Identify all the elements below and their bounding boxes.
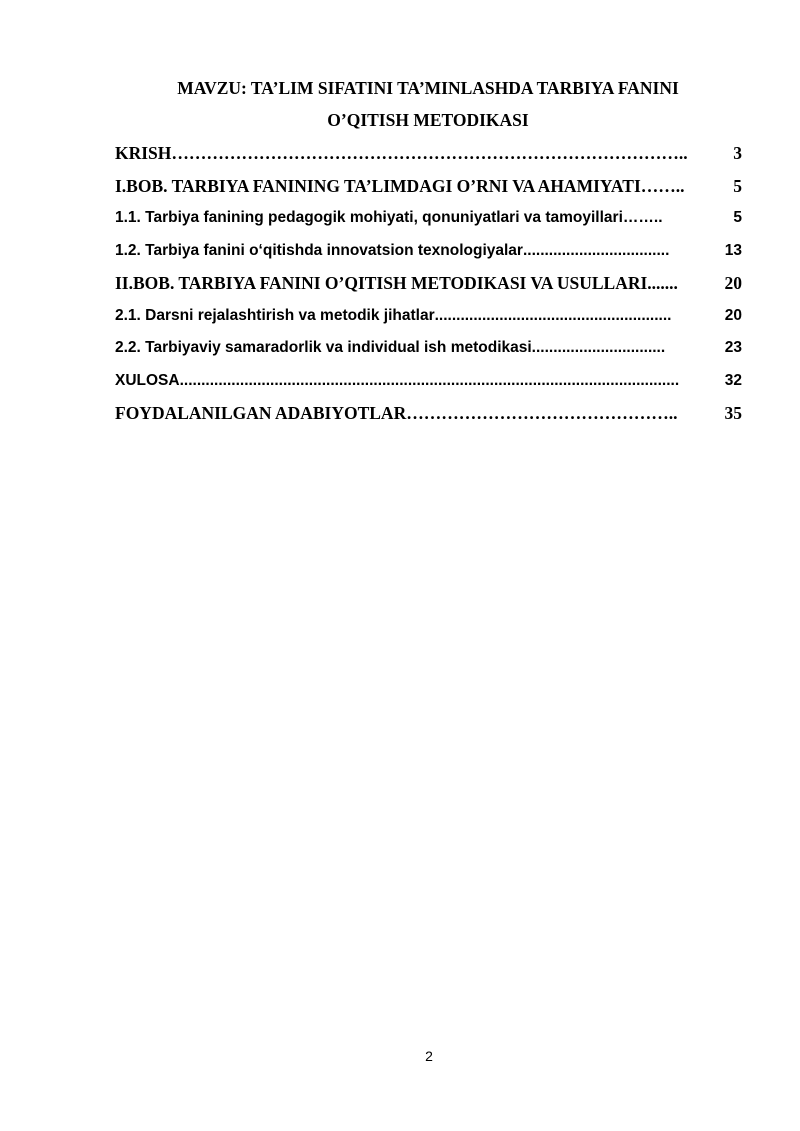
toc-dot-leader: ....................................................... bbox=[434, 306, 672, 324]
toc-entry-krish bbox=[115, 142, 742, 175]
toc-entry-chapter-2 bbox=[115, 272, 742, 305]
toc-dot-leader: …….. bbox=[622, 209, 663, 226]
toc-entry-label: FOYDALANILGAN ADABIYOTLAR bbox=[115, 403, 407, 423]
toc-entry-section-2-1 bbox=[115, 305, 742, 338]
toc-page-number: 20 bbox=[724, 306, 742, 324]
toc-dot-leader: ……………………………………….. bbox=[406, 403, 678, 423]
toc-page-number: 35 bbox=[724, 403, 742, 423]
toc-entry-label: 1.1. Tarbiya fanining pedagogik mohiyati, qonuniyatlari va tamoyillari bbox=[115, 209, 623, 226]
document-title-line-1: MAVZU: TA’LIM SIFATINI TA’MINLASHDA TARBIYA FANINI bbox=[177, 78, 679, 98]
toc-page-number: 5 bbox=[733, 175, 742, 196]
toc-entry-label: I.BOB. TARBIYA FANINING TA’LIMDAGI O’RNI VA AHAMIYATI bbox=[115, 175, 641, 196]
toc-entry-section-1-2 bbox=[115, 240, 742, 273]
toc-entry-section-1-1 bbox=[115, 207, 742, 240]
toc-entry-label: KRISH bbox=[115, 143, 172, 163]
toc-entry-label: 2.1. Darsni rejalashtirish va metodik jihatlar bbox=[115, 306, 435, 324]
toc-dot-leader: .................................................................................................................... bbox=[179, 371, 680, 389]
toc-entry-label: 1.2. Tarbiya fanini o‘qitishda innovatsion texnologiyalar bbox=[115, 241, 523, 259]
toc-page-number: 20 bbox=[724, 273, 742, 293]
toc-page-number: 32 bbox=[724, 371, 742, 389]
toc-dot-leader: ............................... bbox=[531, 339, 666, 356]
toc-entry-section-2-2 bbox=[115, 337, 742, 370]
toc-dot-leader: ....... bbox=[647, 273, 678, 293]
toc-entry-bibliography bbox=[115, 402, 742, 435]
toc-dot-leader: …….. bbox=[640, 175, 685, 196]
toc-entry-xulosa bbox=[115, 370, 742, 403]
toc-page-number: 13 bbox=[724, 241, 742, 259]
toc-entry-chapter-1 bbox=[115, 175, 742, 208]
toc-page-number: 3 bbox=[733, 143, 742, 163]
toc-page-number: 5 bbox=[733, 209, 742, 226]
toc-dot-leader: .................................. bbox=[522, 241, 670, 259]
toc-dot-leader: …………………………………………………………………………….. bbox=[171, 143, 688, 163]
toc-entry-label: II.BOB. TARBIYA FANINI O’QITISH METODIKASI VA USULLARI bbox=[115, 273, 648, 293]
document-title-line-2: O’QITISH METODIKASI bbox=[327, 110, 529, 130]
toc-entry-label: XULOSA bbox=[115, 371, 180, 389]
toc-entry-label: 2.2. Tarbiyaviy samaradorlik va individual ish metodikasi bbox=[115, 339, 532, 356]
table-of-contents bbox=[115, 142, 742, 435]
page-number: 2 bbox=[425, 1048, 433, 1064]
toc-page-number: 23 bbox=[724, 339, 742, 356]
